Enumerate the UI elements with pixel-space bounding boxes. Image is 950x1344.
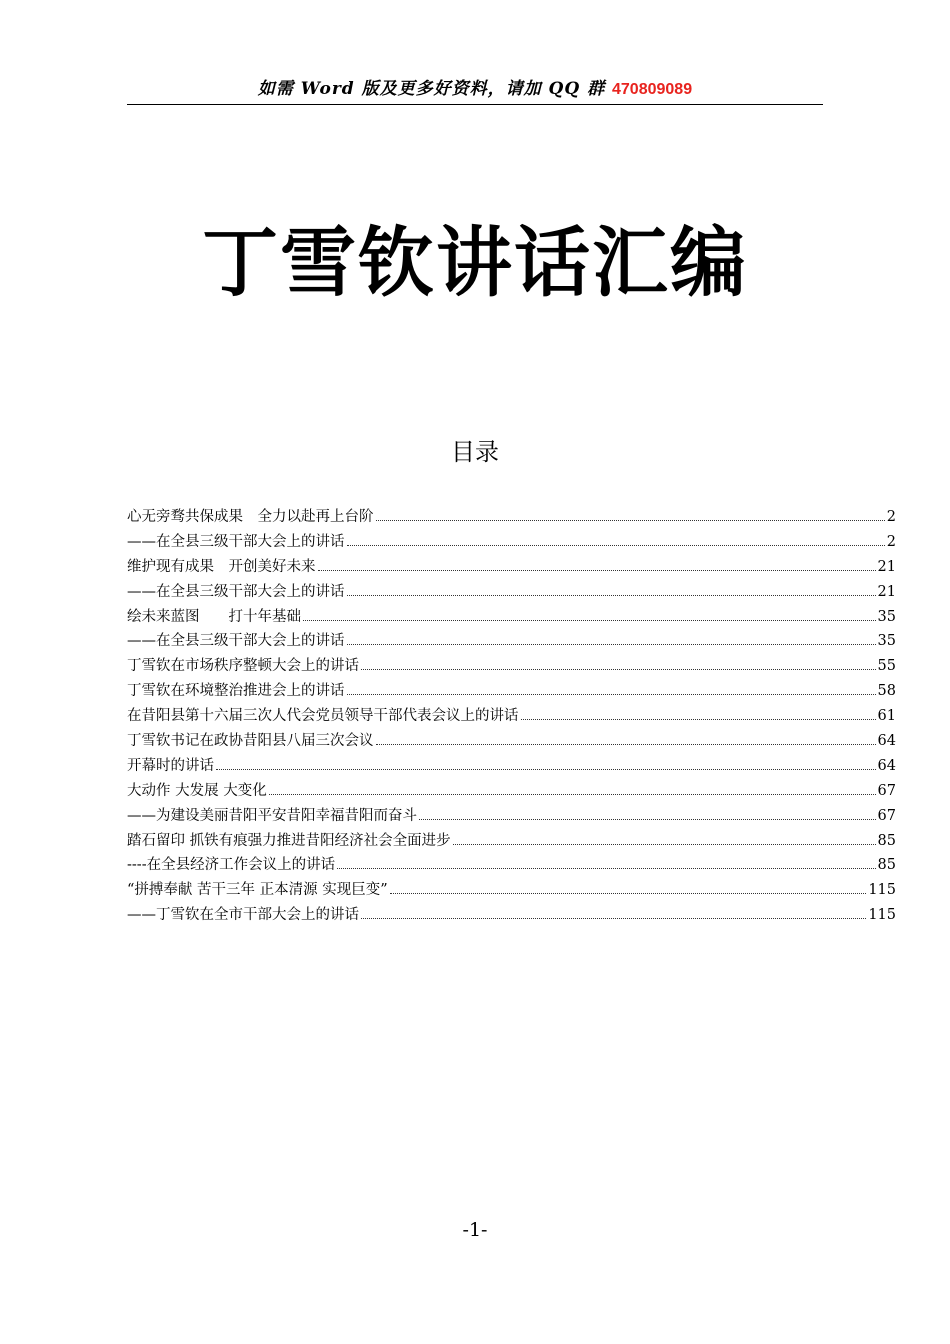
toc-entry[interactable] (127, 654, 896, 679)
toc-entry-page: 85 (877, 857, 896, 874)
toc-dot-leader (390, 893, 867, 894)
toc-entry-page: 64 (877, 733, 896, 750)
toc-entry-title: 绘未来蓝图 打十年基础 (127, 608, 301, 625)
toc-entry-title: 心无旁骛共保成果 全力以赴再上台阶 (127, 509, 374, 525)
toc-entry-page: 115 (868, 907, 896, 924)
toc-entry-title: 大动作 大发展 大变化 (127, 782, 267, 799)
toc-entry-page: 85 (877, 832, 896, 849)
toc-entry-title: ——丁雪钦在全市干部大会上的讲话 (127, 907, 359, 924)
toc-entry[interactable] (127, 829, 896, 854)
toc-entry-title: “拼搏奉献 苦干三年 正本清源 实现巨变” (127, 882, 388, 899)
toc-entry[interactable] (127, 679, 896, 704)
toc-dot-leader (347, 644, 876, 645)
toc-entry-page: 55 (877, 658, 896, 675)
toc-heading: 目录 (451, 438, 499, 466)
toc-entry[interactable] (127, 605, 896, 630)
toc-entry-page: 67 (877, 782, 896, 799)
toc-entry-page: 115 (868, 882, 896, 899)
toc-entry[interactable] (127, 903, 896, 928)
toc-dot-leader (318, 570, 876, 571)
toc-entry-page: 21 (877, 558, 896, 575)
toc-entry[interactable] (127, 530, 896, 555)
toc-dot-leader (347, 545, 885, 546)
toc-dot-leader (419, 819, 876, 820)
page-number: -1- (462, 1219, 488, 1241)
toc-entry[interactable] (127, 779, 896, 804)
toc-entry[interactable] (127, 878, 896, 903)
toc-entry-title: 丁雪钦在市场秩序整顿大会上的讲话 (127, 658, 359, 675)
toc-entry-title: ——为建设美丽昔阳平安昔阳幸福昔阳而奋斗 (127, 807, 417, 824)
toc-dot-leader (376, 744, 876, 745)
toc-entry-title: 开幕时的讲话 (127, 757, 214, 774)
toc-entry-page: 64 (877, 757, 896, 774)
toc-entry-title: ——在全县三级干部大会上的讲话 (127, 533, 345, 550)
table-of-contents (127, 505, 896, 928)
toc-entry-page: 2 (886, 509, 896, 525)
toc-entry-title: 丁雪钦书记在政协昔阳县八届三次会议 (127, 733, 374, 750)
toc-entry-title: ——在全县三级干部大会上的讲话 (127, 633, 345, 650)
toc-entry-title: 丁雪钦在环境整治推进会上的讲话 (127, 683, 345, 700)
toc-entry[interactable] (127, 580, 896, 605)
toc-entry-page: 35 (877, 633, 896, 650)
toc-entry-page: 35 (877, 608, 896, 625)
header-text: 如需 Word 版及更多好资料，请加 QQ 群 (257, 79, 612, 99)
toc-entry-title: 踏石留印 抓铁有痕强力推进昔阳经济社会全面进步 (127, 832, 451, 849)
document-title: 丁雪钦讲话汇编 (202, 218, 748, 307)
toc-entry[interactable] (127, 704, 896, 729)
toc-entry-page: 58 (877, 683, 896, 700)
toc-entry-page: 61 (877, 708, 896, 725)
toc-entry[interactable] (127, 629, 896, 654)
toc-dot-leader (521, 719, 876, 720)
toc-dot-leader (269, 794, 876, 795)
page-header (0, 74, 950, 99)
toc-entry[interactable] (127, 853, 896, 878)
header-divider (127, 104, 823, 105)
toc-entry[interactable] (127, 729, 896, 754)
toc-dot-leader (216, 769, 876, 770)
toc-entry[interactable] (127, 505, 896, 530)
toc-entry-page: 67 (877, 807, 896, 824)
toc-entry-title: 维护现有成果 开创美好未来 (127, 558, 316, 575)
toc-entry-page: 21 (877, 583, 896, 600)
header-qq-number: 470809089 (612, 81, 693, 98)
toc-dot-leader (347, 694, 876, 695)
toc-entry[interactable] (127, 804, 896, 829)
toc-dot-leader (337, 868, 875, 869)
toc-dot-leader (361, 918, 866, 919)
toc-entry-title: 在昔阳县第十六届三次人代会党员领导干部代表会议上的讲话 (127, 708, 519, 725)
toc-dot-leader (361, 669, 876, 670)
toc-dot-leader (376, 520, 885, 521)
toc-entry-title: ——在全县三级干部大会上的讲话 (127, 583, 345, 600)
toc-entry-title: ----在全县经济工作会议上的讲话 (127, 857, 336, 874)
toc-dot-leader (453, 844, 876, 845)
toc-dot-leader (347, 595, 876, 596)
toc-entry[interactable] (127, 555, 896, 580)
toc-entry[interactable] (127, 754, 896, 779)
toc-dot-leader (303, 620, 876, 621)
toc-entry-page: 2 (886, 533, 896, 550)
